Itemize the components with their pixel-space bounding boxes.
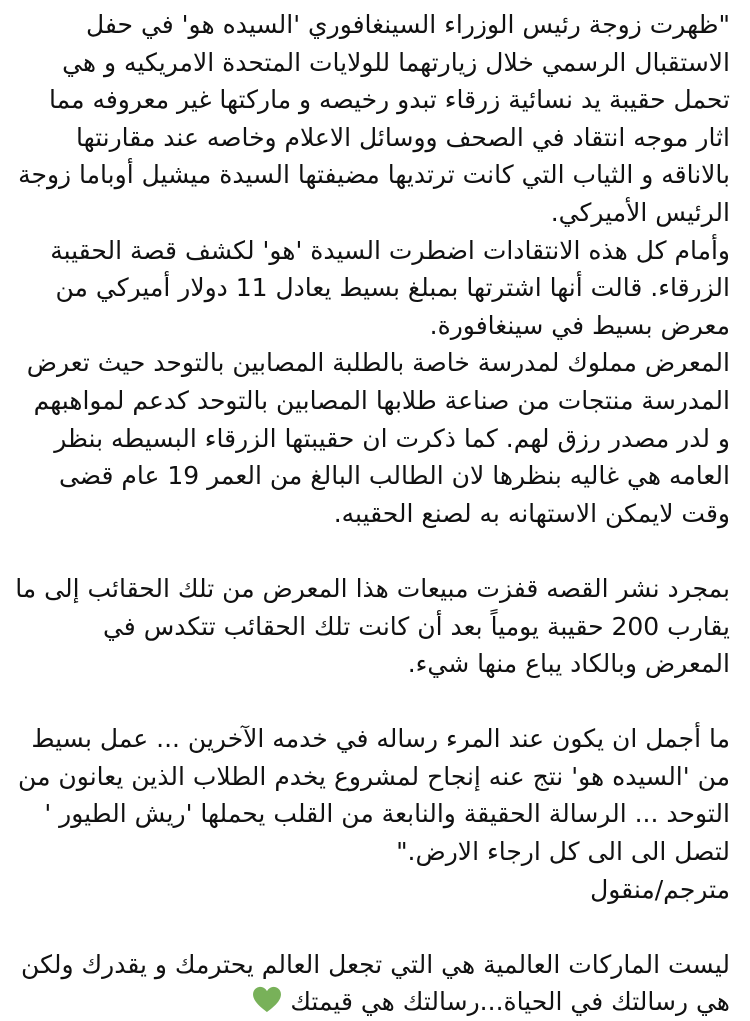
paragraph-spacer <box>14 908 730 946</box>
paragraph-message: ما أجمل ان يكون عند المرء رساله في خدمه الآخرين ... عمل بسيط من 'السيده هو' نتج عنه إنجاح لمشروع يخدم الطلاب الذين يعانون من التوحد ... الرسالة الحقيقة والنابعة من القلب يحملها 'ريش الطيور ' لتصل الى الى كل ارجاء الارض." <box>18 724 730 867</box>
paragraph-closing <box>14 946 730 1021</box>
paragraph-sales: بمجرد نشر القصه قفزت مبيعات هذا المعرض من تلك الحقائب إلى ما يقارب 200 حقيبة يومياً بعد أن كانت تلك الحقائب تتكدس في المعرض وبالكاد يباع منها شيء. <box>15 573 730 679</box>
closing-text: ليست الماركات العالمية هي التي تجعل العالم يحترمك و يقدرك ولكن هي رسالتك في الحياة...رسالتك هي قيمتك <box>21 949 730 1017</box>
paragraph-spacer <box>14 683 730 721</box>
paragraph-source: مترجم/منقول <box>590 874 730 904</box>
paragraph-story-intro: "ظهرت زوجة رئيس الوزراء السينغافوري 'السيده هو' في حفل الاستقبال الرسمي خلال زيارتهما للولايات المتحدة الامريكيه و هي تحمل حقيبة يد نسائية زرقاء تبدو رخيصه و ماركتها غير معروفه مما اثار موجه انتقاد في الصحف ووسائل الاعلام وخاصه عند مقارنتها بالاناقه و الثياب التي كانت ترتديها مضيفتها السيدة ميشيل أوباما زوجة الرئيس الأميركي. <box>18 10 730 227</box>
post-text <box>14 6 730 1021</box>
green-heart-icon <box>252 986 282 1013</box>
paragraph-exhibition: المعرض مملوك لمدرسة خاصة بالطلبة المصابين بالتوحد حيث تعرض المدرسة منتجات من صناعة طلابها المصابين بالتوحد كدعم لمواهبهم و لدر مصدر رزق لهم. كما ذكرت ان حقيبتها الزرقاء البسيطه بنظر العامه هي غاليه بنظرها لان الطالب البالغ من العمر 19 عام قضى وقت لايمكن الاستهانه به لصنع الحقيبه. <box>26 348 730 528</box>
paragraph-spacer <box>14 532 730 570</box>
paragraph-blue-bag: وأمام كل هذه الانتقادات اضطرت السيدة 'هو' لكشف قصة الحقيبة الزرقاء. قالت أنها اشترتها بمبلغ بسيط يعادل 11 دولار أميركي من معرض بسيط في سينغافورة. <box>50 235 730 340</box>
